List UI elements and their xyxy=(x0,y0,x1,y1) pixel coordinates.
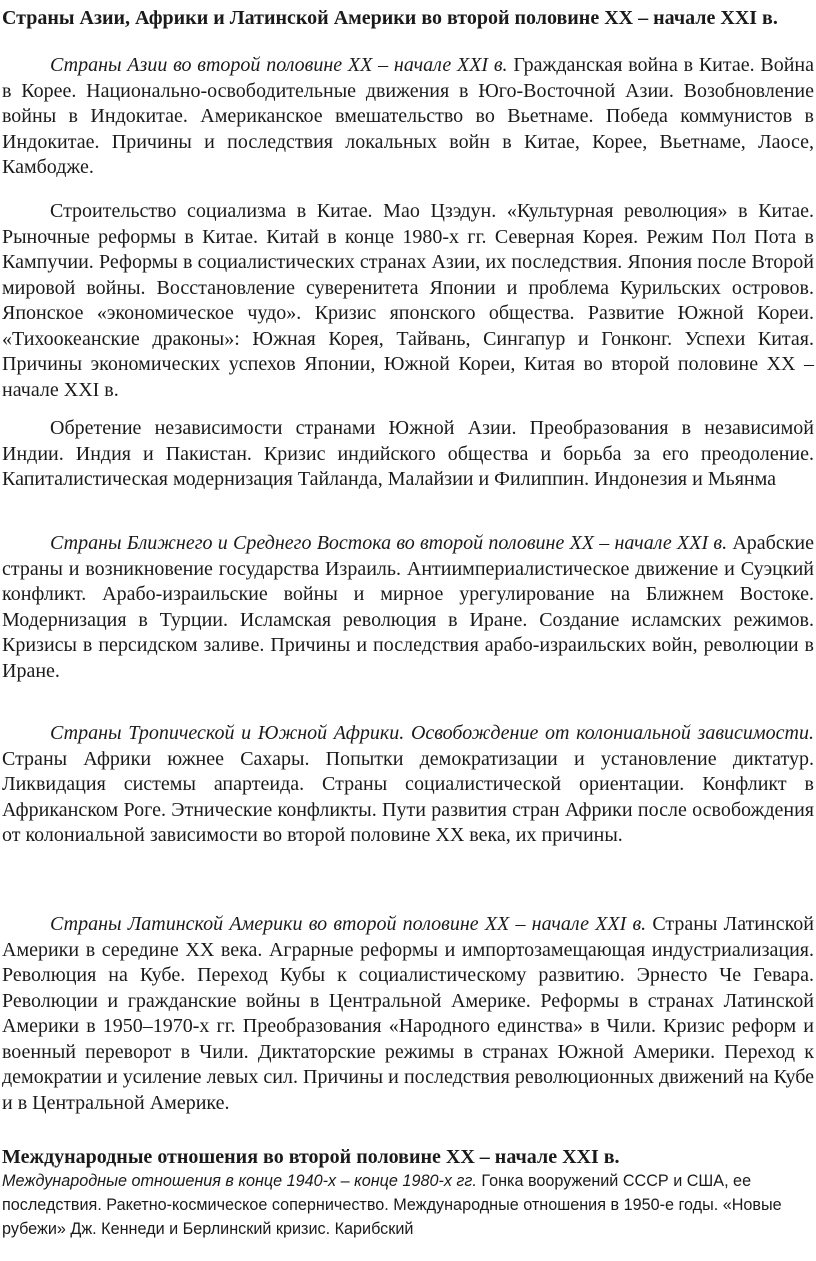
paragraph-middle-east xyxy=(2,531,814,684)
paragraph-africa xyxy=(2,721,814,849)
paragraph-south-asia xyxy=(2,416,814,493)
paragraph-lead: Страны Тропической и Южной Африки. Освобождение от колониальной зависимости. xyxy=(50,722,814,744)
paragraph-text: Гражданская война в Китае. Война в Корее. Национально-освободительные движения в Юго-Восточной Азии. Возобновление войны в Индокитае. Американское вмешательство во Вьетнаме. Победа коммунистов в Индокитае. Причины и последствия локальных войн в Китае, Корее, Вьетнаме, Лаосе, Камбодже. xyxy=(2,54,815,178)
paragraph-text: Обретение независимости странами Южной Азии. Преобразования в независимой Индии. Индия и Пакистан. Кризис индийского общества и борьба за его преодоление. Капиталистическая модернизация Тайланда, Малайзии и Филиппин. Индонезия и Мьянма xyxy=(2,417,814,490)
paragraph-latin-america xyxy=(2,912,814,1116)
paragraph-lead: Страны Азии во второй половине XX – начале XXI в. xyxy=(50,54,508,76)
paragraph-china-japan-korea xyxy=(2,199,814,403)
paragraph-lead: Международные отношения в конце 1940-х – конце 1980-х гг. xyxy=(2,1172,477,1190)
paragraph-text: Гонка вооружений СССР и США, ее последствия. Ракетно-космическое соперничество. Международные отношения в 1950-е годы. «Новые рубежи» Дж. Кеннеди и Берлинский кризис. Карибский xyxy=(2,1172,782,1238)
paragraph-text: Строительство социализма в Китае. Мао Цзэдун. «Культурная революция» в Китае. Рыночные реформы в Китае. Китай в конце 1980-х гг. Северная Корея. Режим Пол Пота в Кампучии. Реформы в социалистических странах Азии, их последствия. Япония после Второй мировой войны. Восстановление суверенитета Японии и проблема Курильских островов. Японское «экономическое чудо». Кризис японского общества. Развитие Южной Кореи. «Тихоокеанские драконы»: Южная Корея, Тайвань, Сингапур и Гонконг. Успехи Китая. Причины экономических успехов Японии, Южной Кореи, Китая во второй половине XX – начале XXI в. xyxy=(2,200,814,401)
paragraph-text: Страны Латинской Америки в середине XX века. Аграрные реформы и импортозамещающая индустриализация. Революция на Кубе. Переход Кубы к социалистическому развитию. Эрнесто Че Гевара. Революции и гражданские войны в Центральной Америке. Реформы в странах Латинской Америки в 1950–1970-х гг. Преобразования «Народного единства» в Чили. Кризис реформ и военный переворот в Чили. Диктаторские режимы в странах Южной Америки. Переход к демократии и усиление левых сил. Причины и последствия революционных движений на Кубе и в Центральной Америке. xyxy=(2,913,814,1114)
paragraph-asia xyxy=(2,53,814,181)
page-title: Страны Азии, Африки и Латинской Америки во второй половине XX – начале XXI в. xyxy=(2,7,778,29)
paragraph-lead: Страны Ближнего и Среднего Востока во второй половине XX – начале XXI в. xyxy=(50,532,728,554)
paragraph-international-relations xyxy=(2,1169,814,1241)
paragraph-text: Страны Африки южнее Сахары. Попытки демократизации и установление диктатур. Ликвидация системы апартеида. Страны социалистической ориентации. Конфликт в Африканском Роге. Этнические конфликты. Пути развития стран Африки после освобождения от колониальной зависимости во второй половине XX века, их причины. xyxy=(2,747,814,846)
paragraph-text: Арабские страны и возникновение государства Израиль. Антиимпериалистическое движение и Суэцкий конфликт. Арабо-израильские войны и мирное урегулирование на Ближнем Востоке. Модернизация в Турции. Исламская революция в Иране. Создание исламских режимов. Кризисы в персидском заливе. Причины и последствия арабо-израильских войн, революции в Иране. xyxy=(2,532,814,682)
section-title: Международные отношения во второй половине XX – начале XXI в. xyxy=(2,1146,620,1168)
paragraph-lead: Страны Латинской Америки во второй половине XX – начале XXI в. xyxy=(50,913,647,935)
